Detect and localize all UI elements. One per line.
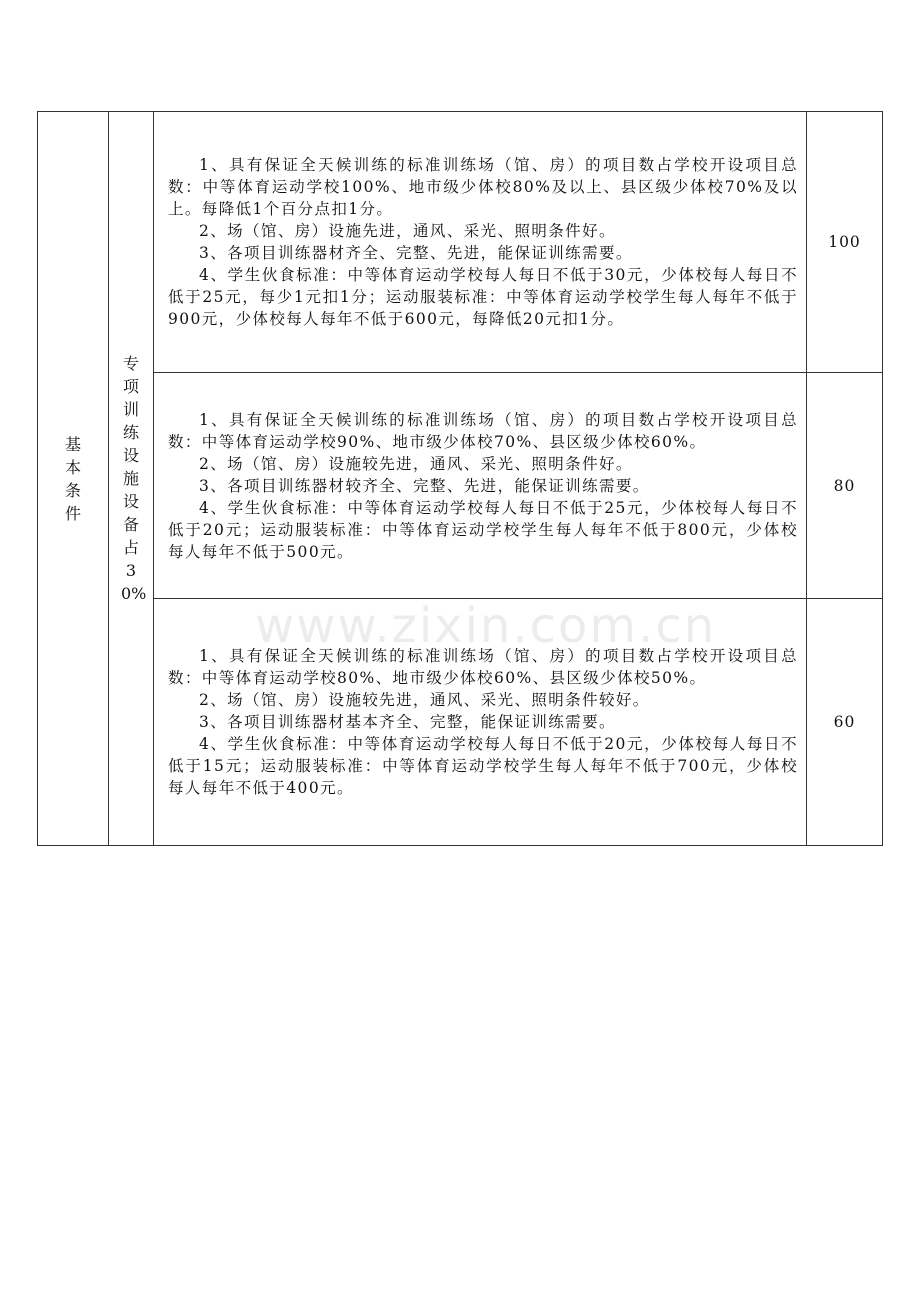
criteria-table xyxy=(37,111,883,846)
score-cell: 60 xyxy=(807,599,883,846)
subcategory-cell xyxy=(109,112,154,846)
table-row xyxy=(38,112,883,373)
criteria-item: 4、学生伙食标准：中等体育运动学校每人每日不低于20元，少体校每人每日不低于15元；运动服装标准：中等体育运动学校学生每人每年不低于700元，少体校每人每年不低于400元。 xyxy=(168,735,798,797)
criteria-item: 1、具有保证全天候训练的标准训练场（馆、房）的项目数占学校开设项目总数：中等体育运动学校90%、地市级少体校70%、县区级少体校60%。 xyxy=(168,410,798,451)
category-cell xyxy=(38,112,109,846)
table-row xyxy=(38,599,883,846)
criteria-item: 1、具有保证全天候训练的标准训练场（馆、房）的项目数占学校开设项目总数：中等体育运动学校80%、地市级少体校60%、县区级少体校50%。 xyxy=(168,647,798,687)
table-row xyxy=(38,373,883,599)
criteria-item: 3、各项目训练器材齐全、完整、先进，能保证训练需要。 xyxy=(199,244,633,262)
score-cell: 100 xyxy=(807,112,883,373)
watermark: www.zixin.com.cn xyxy=(255,598,717,654)
subcategory-label: 专项训练设施设备占30% xyxy=(121,354,147,603)
score-cell: 80 xyxy=(807,373,883,599)
category-label: 基本条件 xyxy=(64,434,81,523)
criteria-cell xyxy=(154,373,807,599)
criteria-item: 4、学生伙食标准：中等体育运动学校每人每日不低于25元，少体校每人每日不低于20元；运动服装标准：中等体育运动学校学生每人每年不低于800元，少体校每人每年不低于500元。 xyxy=(168,498,798,561)
criteria-item: 3、各项目训练器材基本齐全、完整，能保证训练需要。 xyxy=(199,713,616,731)
criteria-item: 2、场（馆、房）设施较先进，通风、采光、照明条件较好。 xyxy=(199,691,650,709)
criteria-item: 2、场（馆、房）设施先进，通风、采光、照明条件好。 xyxy=(199,222,616,240)
criteria-cell xyxy=(154,599,807,846)
criteria-item: 2、场（馆、房）设施较先进，通风、采光、照明条件好。 xyxy=(199,454,633,473)
criteria-item: 4、学生伙食标准：中等体育运动学校每人每日不低于30元，少体校每人每日不低于25元，每少1元扣1分；运动服装标准：中等体育运动学校学生每人每年不低于900元，少体校每人每年不低于600元，每降低20元扣1分。 xyxy=(168,266,798,328)
criteria-item: 3、各项目训练器材较齐全、完整、先进，能保证训练需要。 xyxy=(199,476,650,495)
criteria-item: 1、具有保证全天候训练的标准训练场（馆、房）的项目数占学校开设项目总数：中等体育运动学校100%、地市级少体校80%及以上、县区级少体校70%及以上。每降低1个百分点扣1分。 xyxy=(168,156,798,218)
criteria-cell xyxy=(154,112,807,373)
